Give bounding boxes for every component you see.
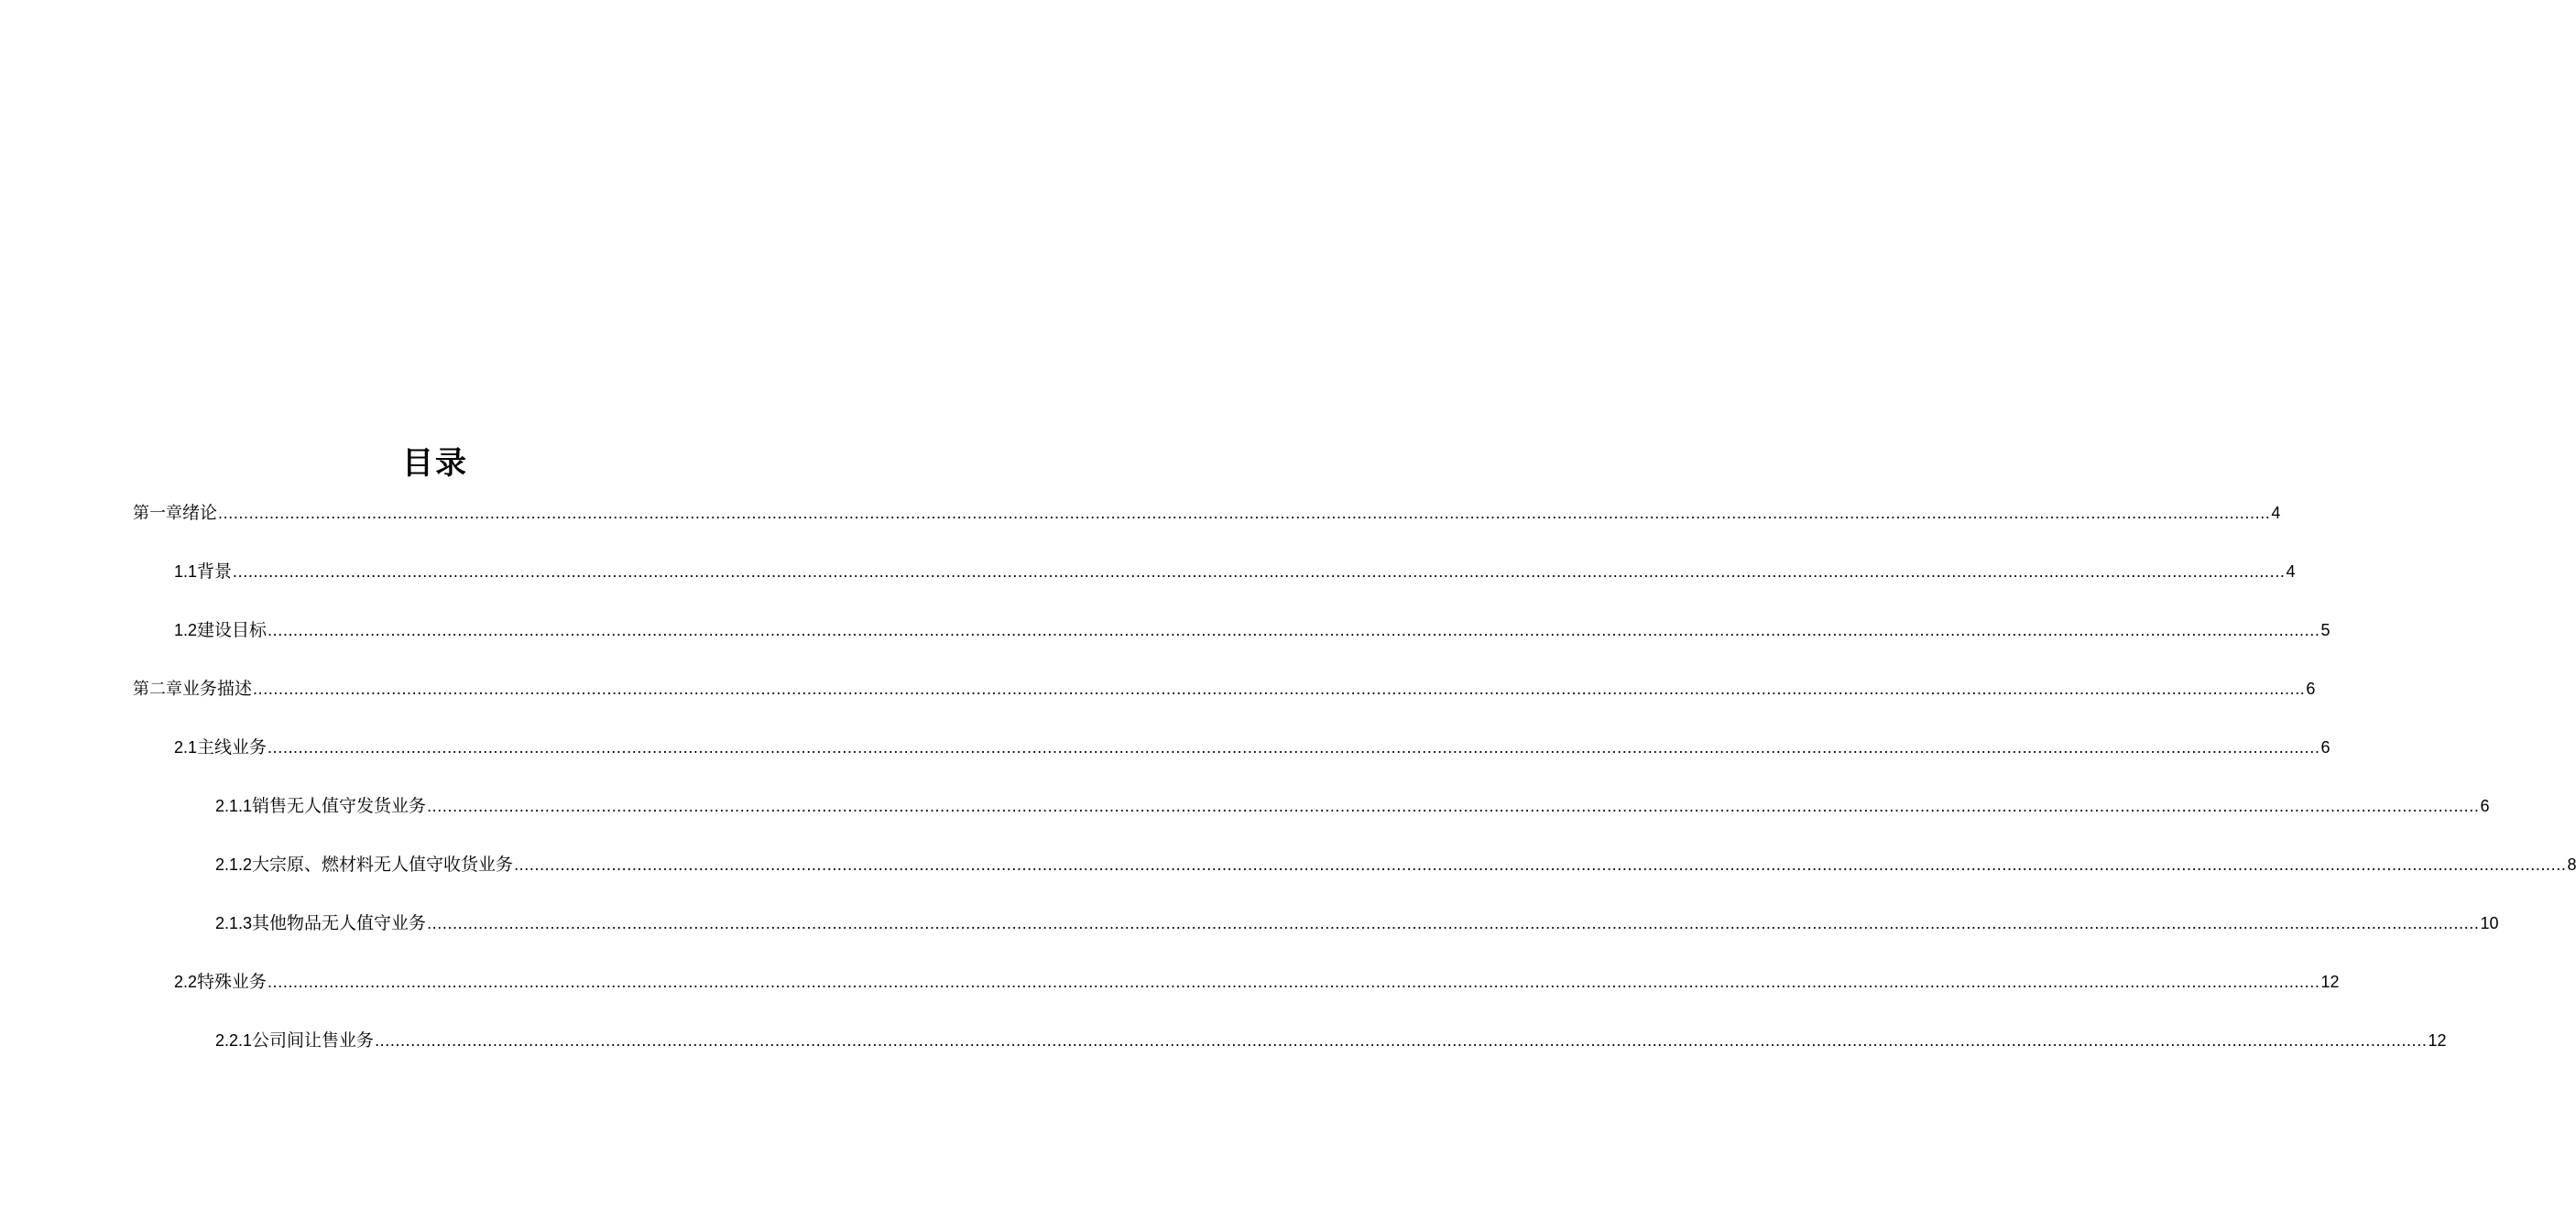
toc-entry-number: 1.1 [174,562,198,581]
toc-leader-dots: ................................................................................................................................................................................................................................................................................................................................................................................................................ [218,504,2271,522]
toc-entry-chapter-2[interactable] [133,676,2316,735]
toc-page-number: 4 [2286,562,2296,581]
toc-entry-title: 特殊业务 [197,972,267,992]
toc-leader-dots: ................................................................................................................................................................................................................................................................................................................................................................................................................ [514,855,2567,874]
toc-page-number: 10 [2480,914,2499,932]
toc-page-number: 4 [2271,504,2281,522]
toc-entry-number: 2.1.2 [215,855,253,874]
toc-leader-dots: ................................................................................................................................................................................................................................................................................................................................................................................................................ [267,621,2320,639]
toc-entry-2-2-1[interactable] [133,1028,2447,1086]
toc-entry-number: 2.1 [174,738,198,757]
toc-entry-title: 建设目标 [197,620,267,640]
toc-entry-1-1[interactable] [133,559,2296,617]
toc-entry-2-1-2[interactable] [133,852,2576,910]
toc-page-number: 5 [2320,621,2330,639]
toc-page-number: 12 [2320,973,2340,991]
toc-entry-title: 业务描述 [182,679,253,699]
toc-entry-2-1[interactable] [133,735,2330,793]
toc-entry-number: 2.1.1 [215,797,253,815]
toc-entry-title: 大宗原、燃材料无人值守收货业务 [252,855,514,875]
toc-leader-dots: ................................................................................................................................................................................................................................................................................................................................................................................................................ [267,738,2320,757]
table-of-contents [133,500,2576,1086]
toc-entry-number: 2.1.3 [215,914,253,932]
toc-entry-title: 公司间让售业务 [252,1030,375,1051]
toc-entry-title: 其他物品无人值守业务 [252,913,427,933]
toc-entry-number: 1.2 [174,621,198,639]
toc-entry-2-2[interactable] [133,969,2340,1028]
toc-page-number: 6 [2480,797,2490,815]
toc-entry-2-1-3[interactable] [133,910,2499,969]
toc-entry-1-2[interactable] [133,617,2330,676]
toc-page-number: 12 [2428,1031,2447,1050]
toc-entry-chapter-1[interactable] [133,500,2281,559]
toc-entry-number: 2.2 [174,973,198,991]
toc-entry-title: 背景 [197,561,233,582]
toc-entry-title: 主线业务 [197,737,267,757]
toc-leader-dots: ................................................................................................................................................................................................................................................................................................................................................................................................................ [233,562,2286,581]
toc-entry-2-1-1[interactable] [133,793,2490,852]
toc-leader-dots: ................................................................................................................................................................................................................................................................................................................................................................................................................ [253,680,2306,698]
toc-entry-title: 绪论 [182,503,218,523]
toc-leader-dots: ................................................................................................................................................................................................................................................................................................................................................................................................................ [427,914,2480,932]
toc-page-number: 6 [2320,738,2330,757]
toc-leader-dots: ................................................................................................................................................................................................................................................................................................................................................................................................................ [375,1031,2428,1050]
toc-leader-dots: ................................................................................................................................................................................................................................................................................................................................................................................................................ [267,973,2320,991]
toc-entry-number: 2.2.1 [215,1031,253,1050]
toc-page-number: 6 [2306,680,2316,698]
toc-page-number: 8 [2567,855,2576,874]
toc-leader-dots: ................................................................................................................................................................................................................................................................................................................................................................................................................ [427,797,2480,815]
toc-entry-title: 销售无人值守发货业务 [252,796,427,816]
toc-entry-number: 第二章 [133,680,182,698]
toc-title: 目录 [402,445,468,482]
toc-entry-number: 第一章 [133,504,182,522]
